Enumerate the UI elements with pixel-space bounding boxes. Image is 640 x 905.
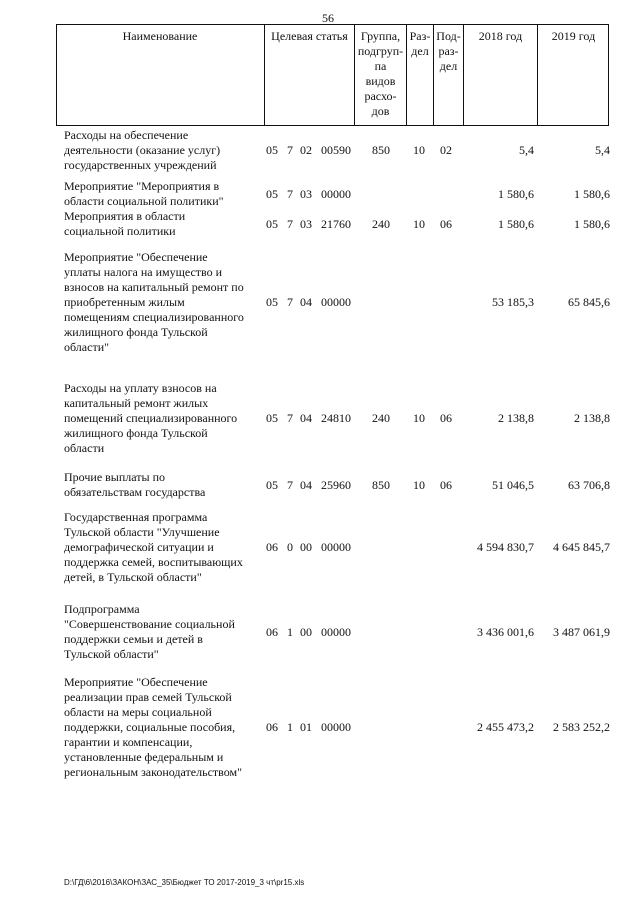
target-code-part: 04 <box>300 478 312 492</box>
target-code-part: 7 <box>287 187 293 201</box>
row-name <box>64 381 264 456</box>
target-code-part: 05 <box>266 143 278 157</box>
target-code-part: 24810 <box>321 411 351 425</box>
value-2019: 63 706,8 <box>568 478 610 492</box>
target-code-part: 25960 <box>321 478 351 492</box>
group-line: дов <box>371 104 390 118</box>
row-name-line: взносов на капитальный ремонт по <box>64 280 244 294</box>
header-2019 <box>537 24 609 126</box>
row-name <box>64 209 264 239</box>
value-2019: 3 487 061,9 <box>553 625 610 639</box>
target-code-part: 7 <box>287 478 293 492</box>
row-name-line: Мероприятие "Обеспечение <box>64 250 208 264</box>
target-code-part: 7 <box>287 217 293 231</box>
target-code-part: 05 <box>266 187 278 201</box>
row-name <box>64 675 264 780</box>
row-name <box>64 470 264 500</box>
value-2019: 1 580,6 <box>574 187 610 201</box>
row-name-line: установленные федеральным и <box>64 750 224 764</box>
row-name-line: поддержка семей, воспитывающих <box>64 555 243 569</box>
page-number: 56 <box>322 11 334 25</box>
header-subsection <box>433 24 463 126</box>
group-code: 850 <box>372 478 390 492</box>
target-code-part: 7 <box>287 295 293 309</box>
row-name-line: области на меры социальной <box>64 705 212 719</box>
value-2018: 2 455 473,2 <box>477 720 534 734</box>
target-code-part: 00 <box>300 540 312 554</box>
target-code-part: 05 <box>266 295 278 309</box>
row-name-line: поддержки, социальные пособия, <box>64 720 236 734</box>
target-code-part: 06 <box>266 720 278 734</box>
target-code-part: 01 <box>300 720 312 734</box>
value-2019: 1 580,6 <box>574 217 610 231</box>
header-group <box>354 24 406 126</box>
header-2019-label: 2019 год <box>551 29 596 43</box>
row-name-line: Тульской области "Улучшение <box>64 525 220 539</box>
file-path-footer: D:\ГД\6\2016\ЗАКОН\ЗАС_35\Бюджет ТО 2017-2019_3 чт\pr15.xls <box>64 878 305 887</box>
row-name-line: гарантии и компенсации, <box>64 735 193 749</box>
value-2018: 4 594 830,7 <box>477 540 534 554</box>
row-name-line: области" <box>64 340 110 354</box>
subsection-line: раз- <box>438 44 459 58</box>
row-name-line: региональным законодательством" <box>64 765 242 779</box>
row-name <box>64 128 264 173</box>
section-line: Раз- <box>409 29 431 43</box>
target-code-part: 03 <box>300 187 312 201</box>
header-2018-label: 2018 год <box>478 29 523 43</box>
row-name-line: уплаты налога на имущество и <box>64 265 223 279</box>
section-code: 10 <box>413 143 425 157</box>
target-code-part: 04 <box>300 411 312 425</box>
row-name-line: Тульской области" <box>64 647 159 661</box>
group-line: подгруп- <box>357 44 404 58</box>
header-section <box>406 24 433 126</box>
target-code-part: 00000 <box>321 295 351 309</box>
value-2018: 53 185,3 <box>492 295 534 309</box>
row-name-line: капитальный ремонт жилых <box>64 396 209 410</box>
row-name-line: деятельности (оказание услуг) <box>64 143 221 157</box>
row-name-line: Расходы на обеспечение <box>64 128 189 142</box>
target-code-part: 03 <box>300 217 312 231</box>
subsection-code: 06 <box>440 217 452 231</box>
subsection-line: дел <box>439 59 458 73</box>
row-name-line: социальной политики <box>64 224 176 238</box>
group-code: 240 <box>372 217 390 231</box>
target-code-part: 7 <box>287 411 293 425</box>
target-code-part: 00000 <box>321 187 351 201</box>
section-code: 10 <box>413 478 425 492</box>
header-name-label: Наименование <box>122 29 198 43</box>
value-2019: 5,4 <box>595 143 610 157</box>
target-code-part: 1 <box>287 625 293 639</box>
row-name-line: жилищного фонда Тульской <box>64 426 208 440</box>
value-2018: 5,4 <box>519 143 534 157</box>
group-line: расхо- <box>364 89 397 103</box>
target-code-part: 1 <box>287 720 293 734</box>
target-code-part: 02 <box>300 143 312 157</box>
group-line: па <box>374 59 387 73</box>
value-2019: 4 645 845,7 <box>553 540 610 554</box>
row-name <box>64 250 264 355</box>
section-code: 10 <box>413 411 425 425</box>
target-code-part: 7 <box>287 143 293 157</box>
value-2018: 51 046,5 <box>492 478 534 492</box>
row-name-line: Мероприятие "Обеспечение <box>64 675 208 689</box>
row-name-line: "Совершенствование социальной <box>64 617 235 631</box>
header-target-label: Целевая статья <box>271 29 348 43</box>
target-code-part: 21760 <box>321 217 351 231</box>
row-name-line: жилищного фонда Тульской <box>64 325 208 339</box>
group-line: Группа, <box>360 29 401 43</box>
target-code-part: 06 <box>266 540 278 554</box>
row-name-line: Подпрограмма <box>64 602 140 616</box>
target-code-part: 0 <box>287 540 293 554</box>
header-target <box>264 24 354 126</box>
row-name-line: Мероприятие "Мероприятия в <box>64 179 220 193</box>
group-line: видов <box>365 74 396 88</box>
row-name-line: помещений специализированного <box>64 411 238 425</box>
subsection-code: 06 <box>440 411 452 425</box>
row-name-line: Государственная программа <box>64 510 208 524</box>
row-name-line: поддержки семьи и детей в <box>64 632 203 646</box>
group-code: 240 <box>372 411 390 425</box>
row-name <box>64 510 264 585</box>
target-code-part: 00000 <box>321 625 351 639</box>
value-2018: 1 580,6 <box>498 217 534 231</box>
header-2018 <box>463 24 537 126</box>
row-name-line: приобретенным жилым <box>64 295 185 309</box>
row-name-line: государственных учреждений <box>64 158 217 172</box>
target-code-part: 00 <box>300 625 312 639</box>
value-2019: 2 138,8 <box>574 411 610 425</box>
row-name-line: детей, в Тульской области" <box>64 570 202 584</box>
section-code: 10 <box>413 217 425 231</box>
row-name-line: помещениям специализированного <box>64 310 244 324</box>
value-2018: 1 580,6 <box>498 187 534 201</box>
subsection-line: Под- <box>436 29 461 43</box>
target-code-part: 05 <box>266 217 278 231</box>
target-code-part: 04 <box>300 295 312 309</box>
row-name-line: Расходы на уплату взносов на <box>64 381 217 395</box>
row-name <box>64 179 264 209</box>
row-name-line: Мероприятия в области <box>64 209 186 223</box>
row-name-line: области социальной политики" <box>64 194 224 208</box>
row-name-line: Прочие выплаты по <box>64 470 166 484</box>
target-code-part: 05 <box>266 478 278 492</box>
row-name-line: обязательствам государства <box>64 485 206 499</box>
target-code-part: 00000 <box>321 540 351 554</box>
value-2019: 65 845,6 <box>568 295 610 309</box>
target-code-part: 05 <box>266 411 278 425</box>
subsection-code: 06 <box>440 478 452 492</box>
target-code-part: 00000 <box>321 720 351 734</box>
subsection-code: 02 <box>440 143 452 157</box>
target-code-part: 06 <box>266 625 278 639</box>
header-name <box>56 24 264 126</box>
value-2019: 2 583 252,2 <box>553 720 610 734</box>
value-2018: 2 138,8 <box>498 411 534 425</box>
group-code: 850 <box>372 143 390 157</box>
row-name-line: демографической ситуации и <box>64 540 214 554</box>
row-name <box>64 602 264 662</box>
row-name-line: области <box>64 441 105 455</box>
section-line: дел <box>411 44 429 58</box>
target-code-part: 00590 <box>321 143 351 157</box>
value-2018: 3 436 001,6 <box>477 625 534 639</box>
row-name-line: реализации прав семей Тульской <box>64 690 232 704</box>
